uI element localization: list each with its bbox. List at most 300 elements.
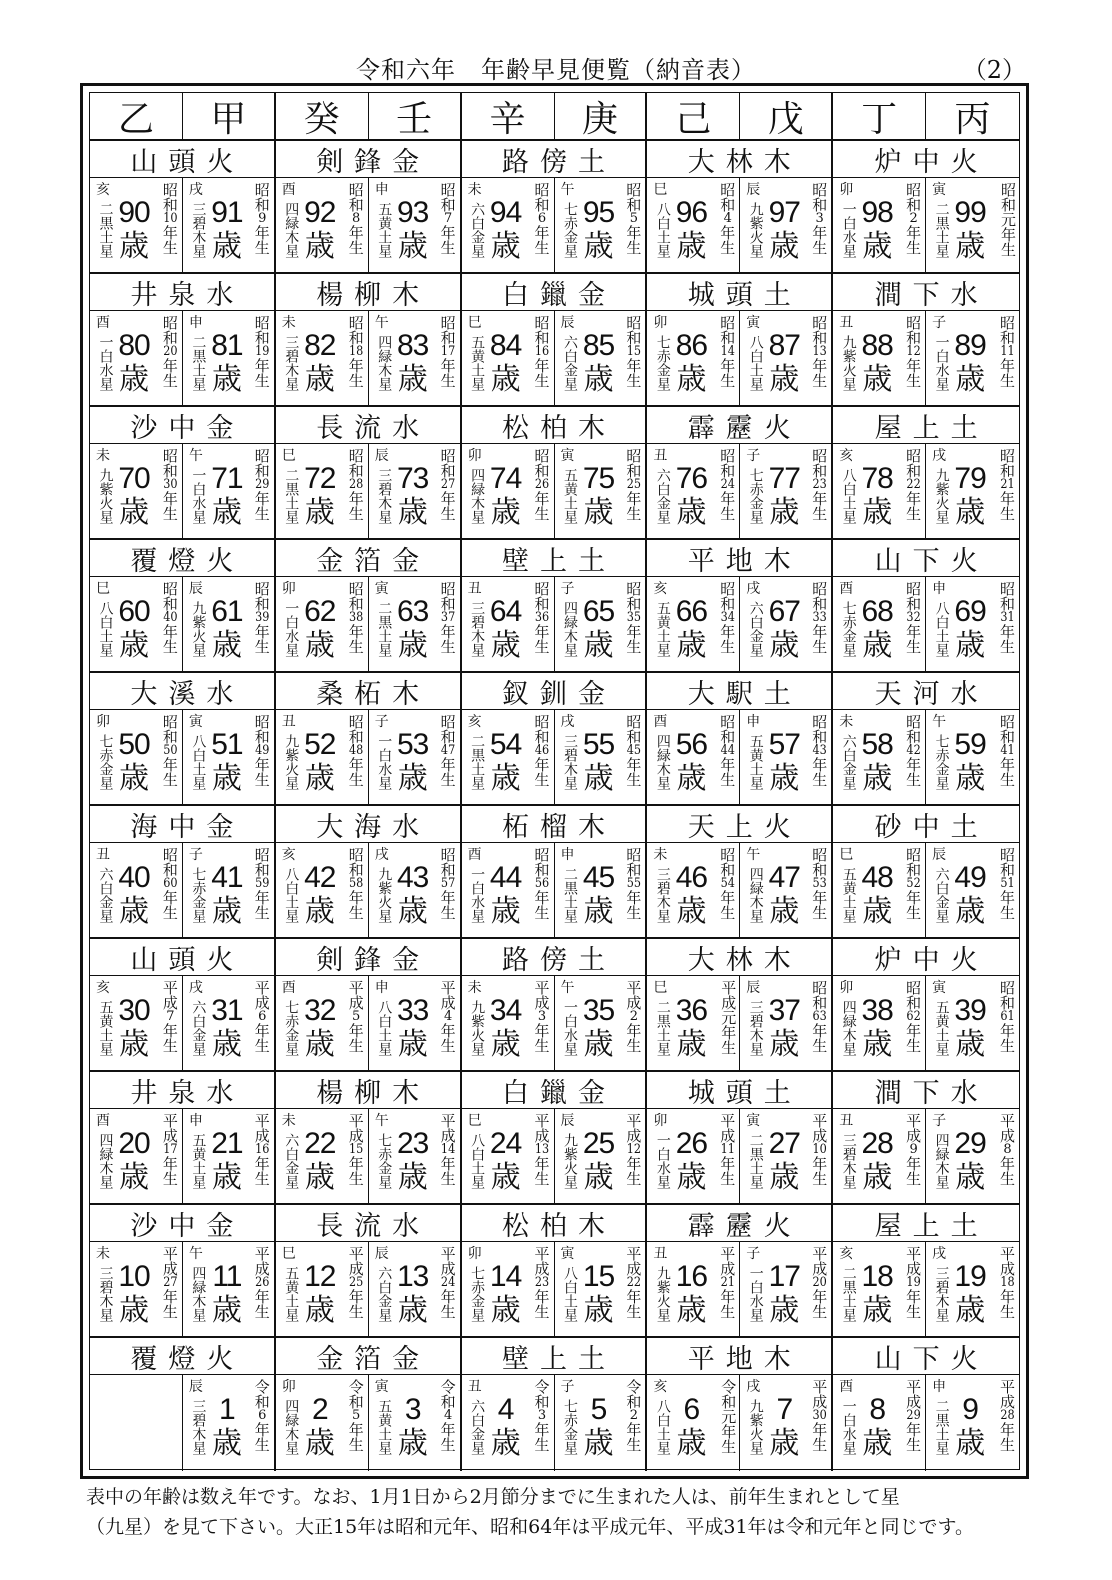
age-cell (462, 1109, 555, 1205)
age-unit: 歳 (583, 1426, 614, 1461)
age-cell (90, 444, 183, 540)
age-unit: 歳 (583, 761, 614, 796)
nayin-name: 釵釧金 (462, 673, 648, 710)
birth-year: 昭和2年生 (904, 182, 923, 255)
age-unit: 歳 (119, 229, 149, 264)
birth-year: 昭和6年生 (532, 182, 551, 255)
nine-star: 六白金星 (190, 1000, 207, 1056)
nine-star: 九紫火星 (469, 1000, 486, 1056)
birth-year: 昭和48年生 (346, 714, 365, 787)
age-cell (555, 444, 648, 540)
nine-star: 六白金星 (933, 867, 950, 923)
zodiac-sign: 申 (188, 315, 203, 331)
nayin-name: 大溪水 (90, 673, 276, 710)
zodiac-sign: 亥 (653, 1379, 668, 1395)
zodiac-sign: 申 (188, 1113, 203, 1129)
nine-star: 四緑木星 (283, 1399, 300, 1455)
birth-year: 平成30年生 (810, 1379, 829, 1452)
zodiac-sign: 子 (560, 1379, 575, 1395)
age-unit: 歳 (955, 362, 986, 397)
nayin-name: 平地木 (647, 540, 833, 577)
age-number: 95 (582, 196, 615, 229)
age-cell (276, 577, 369, 673)
nayin-name: 白鑞金 (462, 1072, 648, 1109)
age-cell (647, 444, 740, 540)
nine-star: 三碧木星 (469, 601, 486, 657)
age-cell (740, 710, 833, 806)
age-cell (90, 311, 183, 407)
age-number: 17 (768, 1260, 800, 1293)
nine-star: 一白水星 (376, 734, 393, 790)
age-cell (90, 976, 183, 1072)
age-number: 54 (489, 728, 522, 761)
zodiac-sign: 酉 (839, 1379, 854, 1395)
nine-star: 一白水星 (190, 468, 207, 524)
age-cell (369, 444, 462, 540)
nine-star: 九紫火星 (747, 1399, 764, 1455)
birth-year: 昭和60年生 (160, 847, 179, 920)
nine-star: 三碧木星 (376, 468, 393, 524)
age-number: 93 (397, 196, 429, 229)
age-cell (276, 1375, 369, 1471)
age-unit: 歳 (862, 894, 893, 929)
age-number: 39 (954, 994, 986, 1027)
age-cell (555, 577, 648, 673)
age-number: 85 (582, 329, 615, 362)
nine-star: 七赤金星 (376, 1133, 393, 1189)
zodiac-sign: 未 (839, 714, 854, 730)
nine-star: 三碧木星 (190, 1399, 207, 1455)
nayin-name: 城頭土 (647, 1072, 833, 1109)
age-number: 29 (954, 1127, 986, 1160)
birth-year: 令和元年生 (719, 1379, 738, 1454)
zodiac-sign: 丑 (653, 1246, 668, 1262)
birth-year: 平成19年生 (904, 1246, 923, 1319)
age-cell (369, 710, 462, 806)
age-unit: 歳 (397, 362, 428, 397)
age-cell (462, 311, 555, 407)
age-unit: 歳 (769, 761, 800, 796)
birth-year: 昭和8年生 (346, 182, 365, 255)
age-number: 79 (954, 462, 986, 495)
nayin-name: 沙中金 (90, 407, 276, 444)
nine-star: 七赤金星 (840, 601, 857, 657)
age-number: 61 (211, 595, 243, 628)
age-number: 27 (768, 1127, 800, 1160)
birth-year: 昭和7年生 (438, 182, 457, 255)
zodiac-sign: 卯 (653, 315, 668, 331)
birth-year: 昭和57年生 (438, 847, 457, 920)
nine-star: 九紫火星 (283, 734, 300, 790)
age-unit: 歳 (862, 1293, 893, 1328)
nayin-name: 松柏木 (462, 1205, 648, 1242)
zodiac-sign: 卯 (839, 980, 854, 996)
nine-star: 九紫火星 (654, 1266, 671, 1322)
nine-star: 六白金星 (840, 734, 857, 790)
zodiac-sign: 子 (560, 581, 575, 597)
age-unit: 歳 (583, 229, 614, 264)
age-cell (833, 710, 926, 806)
birth-year: 平成6年生 (252, 980, 271, 1053)
nine-star: 一白水星 (654, 1133, 671, 1189)
birth-year: 昭和27年生 (438, 448, 457, 521)
age-cell (369, 311, 462, 407)
age-cell (740, 178, 833, 274)
birth-year: 昭和24年生 (718, 448, 737, 521)
nayin-name: 大林木 (647, 939, 833, 976)
age-cell (276, 1242, 369, 1338)
age-number: 52 (304, 728, 336, 761)
age-cell (926, 1109, 1019, 1205)
birth-year: 昭和26年生 (532, 448, 551, 521)
zodiac-sign: 申 (932, 581, 947, 597)
age-number: 25 (582, 1127, 615, 1160)
zodiac-sign: 寅 (188, 714, 203, 730)
zodiac-sign: 寅 (932, 980, 947, 996)
birth-year: 昭和25年生 (624, 448, 643, 521)
age-unit: 歳 (119, 894, 149, 929)
age-unit: 歳 (304, 894, 335, 929)
age-number: 43 (397, 861, 429, 894)
age-unit: 歳 (862, 628, 893, 663)
age-unit: 歳 (211, 1293, 242, 1328)
age-number: 37 (768, 994, 800, 1027)
age-cell (462, 843, 555, 939)
zodiac-sign: 巳 (96, 581, 110, 597)
birth-year: 昭和59年生 (252, 847, 271, 920)
zodiac-sign: 巳 (653, 980, 668, 996)
nayin-name: 剣鋒金 (276, 141, 462, 178)
nine-star: 三碧木星 (933, 1266, 950, 1322)
nine-star: 四緑木星 (840, 1000, 857, 1056)
zodiac-sign: 未 (96, 1246, 110, 1262)
age-number: 57 (768, 728, 800, 761)
age-cell (926, 1375, 1019, 1471)
age-cell (183, 710, 276, 806)
birth-year: 昭和58年生 (346, 847, 365, 920)
nine-star: 五黄土星 (840, 867, 857, 923)
age-cell (90, 843, 183, 939)
nayin-name: 炉中火 (833, 939, 1019, 976)
age-cell (462, 1375, 555, 1471)
nine-star: 三碧木星 (283, 335, 300, 391)
age-number: 81 (211, 329, 243, 362)
age-number: 10 (118, 1260, 150, 1293)
age-unit: 歳 (955, 1426, 986, 1461)
age-number: 28 (861, 1127, 893, 1160)
age-number: 3 (404, 1393, 421, 1426)
age-number: 50 (118, 728, 150, 761)
age-number: 35 (582, 994, 615, 1027)
birth-year: 令和5年生 (346, 1379, 365, 1452)
age-unit: 歳 (769, 628, 800, 663)
nine-star: 四緑木星 (283, 202, 300, 258)
age-unit: 歳 (769, 894, 800, 929)
zodiac-sign: 子 (188, 847, 203, 863)
birth-year: 平成元年生 (719, 980, 738, 1055)
age-number: 55 (582, 728, 615, 761)
age-number: 23 (397, 1127, 429, 1160)
stem-header: 乙 (90, 93, 183, 141)
age-unit: 歳 (490, 628, 521, 663)
birth-year: 平成4年生 (438, 980, 457, 1053)
age-unit: 歳 (490, 1426, 521, 1461)
age-number: 32 (304, 994, 336, 1027)
age-unit: 歳 (490, 1027, 521, 1062)
age-number: 1 (219, 1393, 235, 1426)
age-cell (740, 843, 833, 939)
birth-year: 平成21年生 (718, 1246, 737, 1319)
stem-header: 戊 (740, 93, 833, 141)
age-unit: 歳 (490, 229, 521, 264)
nine-star: 三碧木星 (97, 1266, 114, 1322)
birth-year: 昭和23年生 (810, 448, 829, 521)
age-unit: 歳 (119, 1160, 149, 1195)
age-unit: 歳 (862, 1027, 893, 1062)
nine-star: 八白土星 (654, 1399, 671, 1455)
zodiac-sign: 巳 (467, 315, 482, 331)
age-cell (833, 444, 926, 540)
age-unit: 歳 (676, 495, 707, 530)
nine-star: 七赤金星 (469, 1266, 486, 1322)
birth-year: 平成27年生 (160, 1246, 179, 1319)
zodiac-sign: 丑 (467, 581, 482, 597)
zodiac-sign: 巳 (281, 448, 296, 464)
age-cell (740, 444, 833, 540)
age-unit: 歳 (397, 495, 428, 530)
age-number: 91 (211, 196, 243, 229)
zodiac-sign: 卯 (467, 448, 482, 464)
age-cell (462, 1242, 555, 1338)
age-number: 51 (211, 728, 243, 761)
zodiac-sign: 丑 (839, 315, 854, 331)
birth-year: 令和2年生 (624, 1379, 643, 1452)
nayin-name: 大海水 (276, 806, 462, 843)
zodiac-sign: 辰 (374, 448, 389, 464)
age-number: 71 (211, 462, 243, 495)
age-number: 19 (954, 1260, 986, 1293)
age-unit: 歳 (211, 628, 242, 663)
nayin-name: 白鑞金 (462, 274, 648, 311)
birth-year: 昭和43年生 (810, 714, 829, 787)
zodiac-sign: 辰 (932, 847, 947, 863)
age-cell (555, 311, 648, 407)
nine-star: 一白水星 (562, 1000, 578, 1056)
zodiac-sign: 丑 (653, 448, 668, 464)
birth-year: 昭和元年生 (999, 182, 1017, 257)
birth-year: 昭和33年生 (810, 581, 829, 654)
zodiac-sign: 丑 (467, 1379, 482, 1395)
stem-header: 庚 (555, 93, 648, 141)
birth-year: 昭和61年生 (998, 980, 1016, 1053)
age-unit: 歳 (955, 495, 986, 530)
nayin-name: 平地木 (647, 1338, 833, 1375)
age-number: 21 (211, 1127, 243, 1160)
zodiac-sign: 申 (374, 182, 389, 198)
birth-year: 昭和53年生 (810, 847, 829, 920)
age-number: 22 (304, 1127, 336, 1160)
zodiac-sign: 卯 (839, 182, 854, 198)
age-number: 34 (489, 994, 522, 1027)
age-unit: 歳 (955, 229, 986, 264)
age-cell (183, 577, 276, 673)
zodiac-sign: 未 (96, 448, 110, 464)
nayin-name: 山頭火 (90, 141, 276, 178)
zodiac-sign: 申 (374, 980, 389, 996)
nayin-name: 壁上土 (462, 540, 648, 577)
nine-star: 七赤金星 (283, 1000, 300, 1056)
zodiac-sign: 午 (560, 980, 575, 996)
birth-year: 平成14年生 (438, 1113, 457, 1186)
age-number: 2 (311, 1393, 328, 1426)
nine-star: 六白金星 (562, 335, 578, 391)
age-cell (647, 311, 740, 407)
age-number: 74 (489, 462, 522, 495)
age-cell (462, 710, 555, 806)
nine-star: 二黒土星 (376, 601, 393, 657)
birth-year: 昭和4年生 (718, 182, 737, 255)
age-number: 42 (304, 861, 336, 894)
zodiac-sign: 戌 (374, 847, 389, 863)
nine-star: 五黄土星 (97, 1000, 114, 1056)
age-unit: 歳 (211, 495, 242, 530)
zodiac-sign: 巳 (653, 182, 668, 198)
nayin-name: 桑柘木 (276, 673, 462, 710)
birth-year: 昭和13年生 (810, 315, 829, 388)
age-cell (647, 178, 740, 274)
birth-year: 平成5年生 (346, 980, 365, 1053)
age-number: 40 (118, 861, 150, 894)
age-number: 24 (489, 1127, 522, 1160)
nine-star: 四緑木星 (747, 867, 764, 923)
birth-year: 昭和11年生 (998, 315, 1016, 388)
age-cell (833, 577, 926, 673)
nine-star: 一白水星 (283, 601, 300, 657)
age-unit: 歳 (862, 229, 893, 264)
birth-year: 昭和37年生 (438, 581, 457, 654)
age-unit: 歳 (583, 894, 614, 929)
age-cell (833, 1375, 926, 1471)
birth-year: 昭和62年生 (904, 980, 923, 1053)
nine-star: 三碧木星 (840, 1133, 857, 1189)
age-number: 58 (861, 728, 893, 761)
age-number: 33 (397, 994, 429, 1027)
age-unit: 歳 (119, 1027, 149, 1062)
zodiac-sign: 午 (932, 714, 947, 730)
birth-year: 昭和35年生 (624, 581, 643, 654)
age-unit: 歳 (211, 1426, 242, 1461)
age-unit: 歳 (397, 628, 428, 663)
age-cell (276, 710, 369, 806)
nine-star: 八白土星 (190, 734, 207, 790)
age-number: 41 (211, 861, 243, 894)
age-unit: 歳 (304, 628, 335, 663)
age-cell (183, 444, 276, 540)
nine-star: 八白土星 (933, 601, 950, 657)
age-cell (740, 1109, 833, 1205)
age-number: 18 (861, 1260, 893, 1293)
nine-star: 七赤金星 (654, 335, 671, 391)
age-cell (833, 976, 926, 1072)
birth-year: 昭和54年生 (718, 847, 737, 920)
birth-year: 昭和63年生 (810, 980, 829, 1053)
birth-year: 平成8年生 (998, 1113, 1016, 1186)
nayin-name: 澗下水 (833, 274, 1019, 311)
age-unit: 歳 (955, 628, 986, 663)
age-number: 26 (675, 1127, 708, 1160)
birth-year: 昭和52年生 (904, 847, 923, 920)
nayin-name: 井泉水 (90, 274, 276, 311)
zodiac-sign: 酉 (839, 581, 854, 597)
nayin-name: 柘榴木 (462, 806, 648, 843)
birth-year: 平成22年生 (624, 1246, 643, 1319)
age-unit: 歳 (304, 229, 335, 264)
age-cell (90, 178, 183, 274)
birth-year: 平成2年生 (624, 980, 643, 1053)
age-number: 75 (582, 462, 615, 495)
age-number: 90 (118, 196, 150, 229)
age-number: 89 (954, 329, 986, 362)
age-unit: 歳 (862, 1160, 893, 1195)
age-unit: 歳 (955, 1293, 986, 1328)
age-number: 68 (861, 595, 893, 628)
age-cell (462, 444, 555, 540)
nayin-name: 山下火 (833, 1338, 1019, 1375)
nayin-name: 井泉水 (90, 1072, 276, 1109)
nine-star: 三碧木星 (747, 1000, 764, 1056)
nine-star: 四緑木星 (376, 335, 393, 391)
birth-year: 昭和41年生 (998, 714, 1016, 787)
birth-year: 昭和29年生 (252, 448, 271, 521)
age-cell (647, 843, 740, 939)
zodiac-sign: 午 (560, 182, 575, 198)
nayin-name: 路傍土 (462, 141, 648, 178)
nine-star: 二黒土星 (562, 867, 578, 923)
age-unit: 歳 (769, 1293, 800, 1328)
birth-year: 昭和50年生 (160, 714, 179, 787)
birth-year: 平成25年生 (346, 1246, 365, 1319)
birth-year: 昭和36年生 (532, 581, 551, 654)
age-number: 16 (675, 1260, 708, 1293)
age-number: 73 (397, 462, 429, 495)
nine-star: 二黒土星 (654, 1000, 671, 1056)
age-number: 65 (582, 595, 615, 628)
age-number: 63 (397, 595, 429, 628)
nayin-name: 城頭土 (647, 274, 833, 311)
birth-year: 昭和32年生 (904, 581, 923, 654)
age-unit: 歳 (955, 894, 986, 929)
age-unit: 歳 (769, 1027, 800, 1062)
age-cell (647, 710, 740, 806)
birth-year: 昭和56年生 (532, 847, 551, 920)
zodiac-sign: 戌 (932, 448, 947, 464)
zodiac-sign: 未 (281, 315, 296, 331)
nine-star: 四緑木星 (933, 1133, 950, 1189)
age-cell (926, 178, 1019, 274)
nine-star: 二黒土星 (283, 468, 300, 524)
age-number: 9 (962, 1393, 978, 1426)
age-cell (555, 976, 648, 1072)
birth-year: 昭和14年生 (718, 315, 737, 388)
zodiac-sign: 戌 (932, 1246, 947, 1262)
zodiac-sign: 丑 (96, 847, 110, 863)
birth-year: 昭和51年生 (998, 847, 1016, 920)
age-number: 5 (590, 1393, 607, 1426)
birth-year: 昭和10年生 (160, 182, 179, 255)
age-cell (369, 577, 462, 673)
birth-year: 昭和30年生 (160, 448, 179, 521)
zodiac-sign: 寅 (560, 448, 575, 464)
